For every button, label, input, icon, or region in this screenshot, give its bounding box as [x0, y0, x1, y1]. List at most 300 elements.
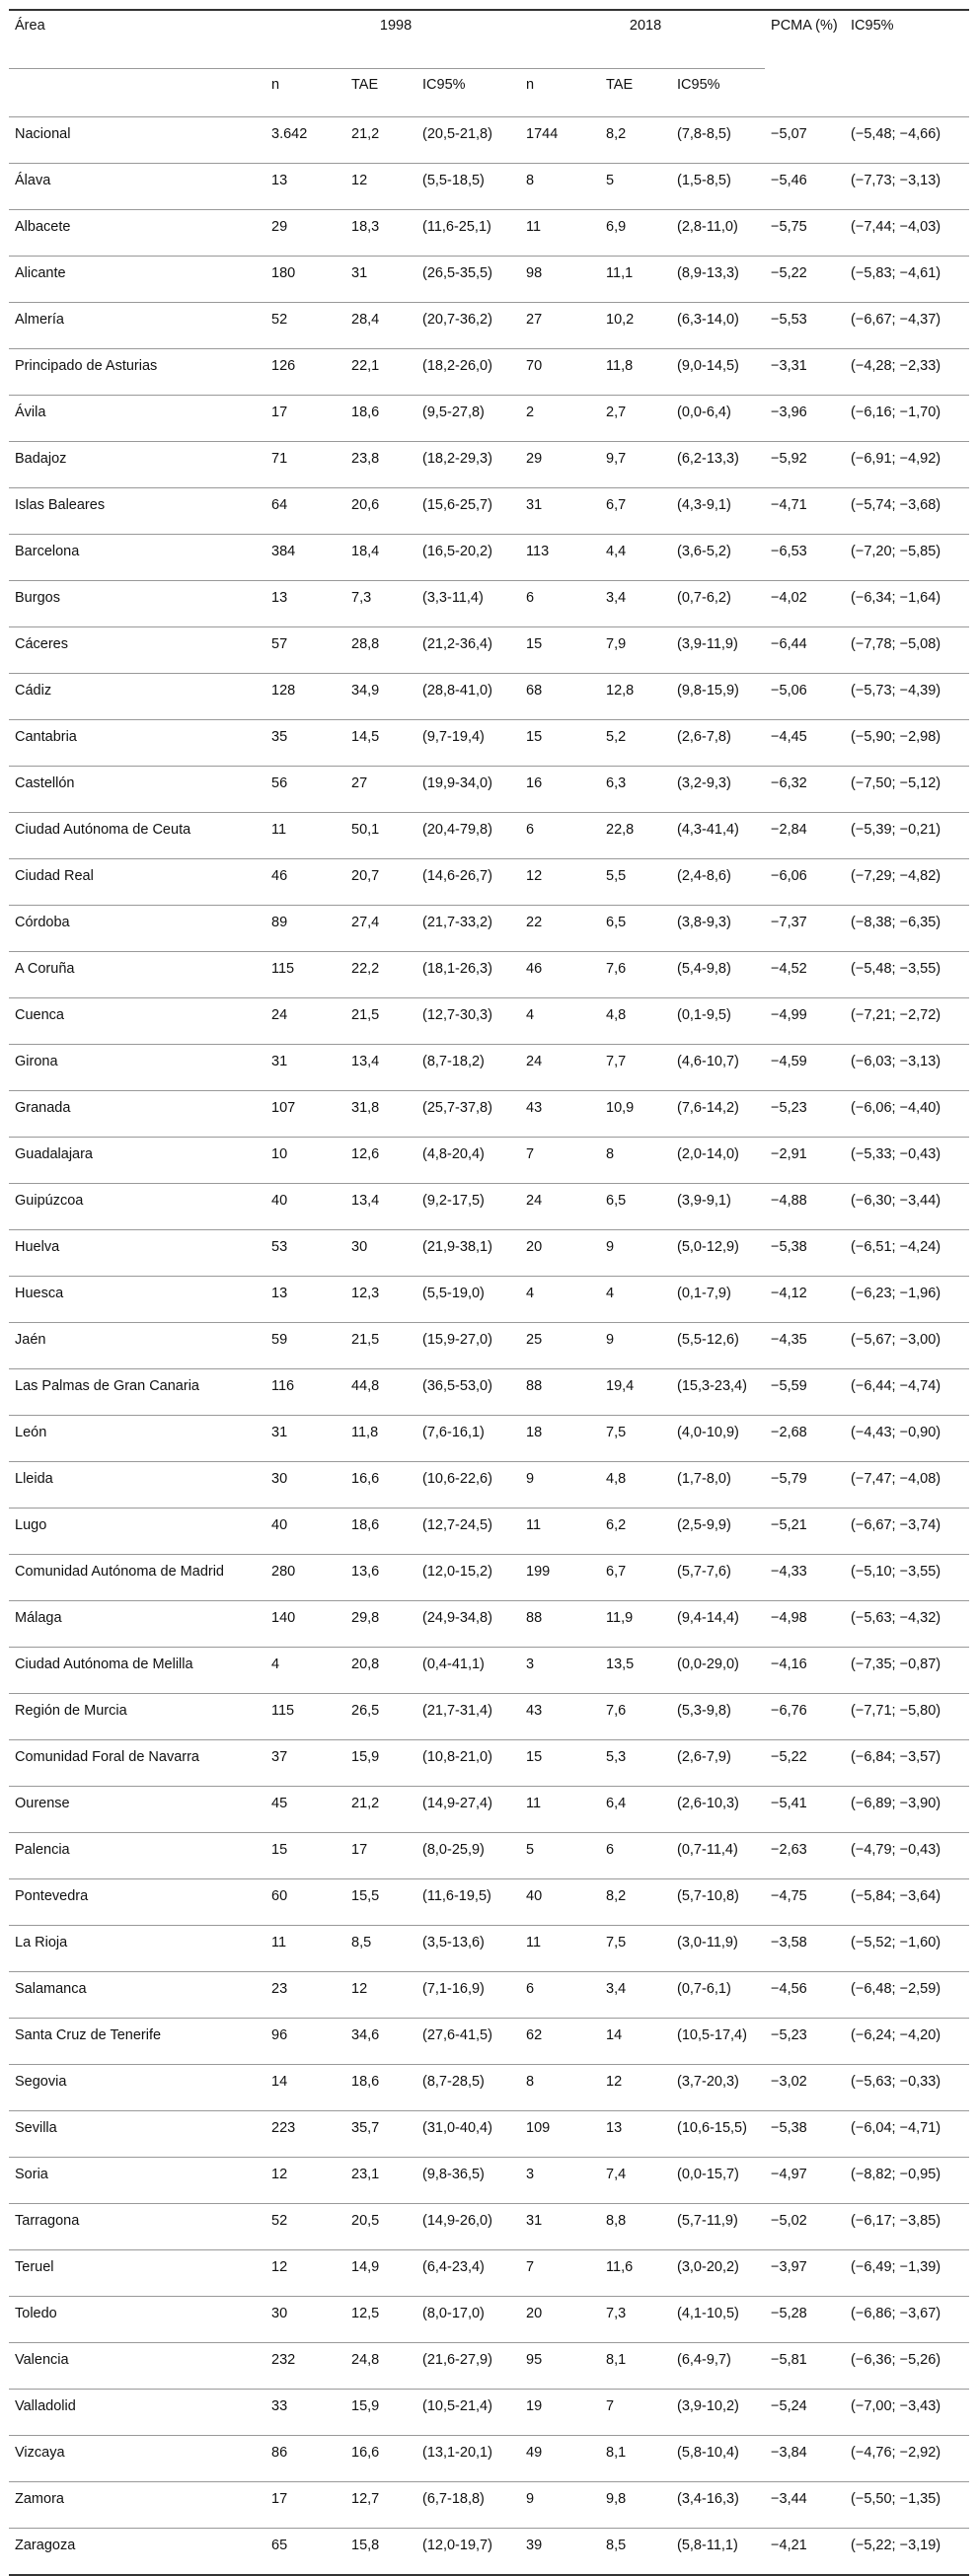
cell-tae-1998: 21,2	[351, 1796, 380, 1811]
cell-tae-2018: 8,8	[606, 2213, 627, 2229]
cell-ic95-1998: (10,5-21,4)	[422, 2398, 492, 2414]
table-row	[9, 164, 969, 210]
table-row	[9, 2482, 969, 2529]
cell-pcma: −4,99	[771, 1007, 807, 1023]
cell-ic95-2018: (0,1-9,5)	[677, 1007, 731, 1023]
cell-ic95-1998: (8,7-28,5)	[422, 2074, 485, 2090]
cell-tae-1998: 34,9	[351, 683, 380, 699]
cell-n-2018: 20	[526, 1239, 543, 1255]
cell-n-1998: 17	[271, 2491, 288, 2507]
cell-n-1998: 14	[271, 2074, 288, 2090]
cell-tae-1998: 18,6	[351, 405, 380, 420]
cell-ic95-2018: (5,8-11,1)	[677, 2538, 738, 2553]
table-row	[9, 1879, 969, 1926]
cell-ic95-2018: (5,5-12,6)	[677, 1332, 739, 1348]
header-area: Área	[15, 18, 45, 34]
cell-pcma-ic95: (−6,67; −3,74)	[851, 1517, 941, 1533]
cell-ic95-2018: (10,6-15,5)	[677, 2120, 747, 2136]
cell-tae-2018: 14	[606, 2027, 623, 2043]
cell-ic95-2018: (2,8-11,0)	[677, 219, 738, 235]
table-header	[9, 10, 969, 117]
table-row	[9, 627, 969, 674]
subheader-tae-2018: TAE	[606, 77, 634, 93]
table-row	[9, 1648, 969, 1694]
table-row	[9, 535, 969, 581]
table-row	[9, 257, 969, 303]
cell-area: Castellón	[15, 775, 75, 791]
cell-pcma: −3,97	[771, 2259, 807, 2275]
cell-area: Soria	[15, 2167, 48, 2182]
cell-area: Huelva	[15, 1239, 60, 1255]
table-row	[9, 1555, 969, 1601]
cell-tae-2018: 13	[606, 2120, 623, 2136]
cell-n-1998: 12	[271, 2259, 288, 2275]
cell-pcma-ic95: (−6,91; −4,92)	[851, 451, 941, 467]
cell-pcma-ic95: (−7,44; −4,03)	[851, 219, 941, 235]
cell-pcma: −3,58	[771, 1935, 807, 1950]
cell-ic95-1998: (28,8-41,0)	[422, 683, 492, 699]
table-row	[9, 767, 969, 813]
cell-tae-1998: 31	[351, 265, 368, 281]
cell-n-1998: 107	[271, 1100, 296, 1116]
cell-n-2018: 6	[526, 590, 535, 606]
cell-area: Cáceres	[15, 636, 68, 652]
table-row	[9, 581, 969, 627]
cell-pcma: −4,16	[771, 1656, 807, 1672]
cell-pcma-ic95: (−5,39; −0,21)	[851, 822, 941, 838]
cell-pcma-ic95: (−6,89; −3,90)	[851, 1796, 941, 1811]
cell-ic95-1998: (8,0-17,0)	[422, 2306, 485, 2321]
cell-pcma: −4,33	[771, 1564, 807, 1580]
cell-tae-1998: 34,6	[351, 2027, 380, 2043]
cell-n-2018: 9	[526, 1471, 535, 1487]
cell-tae-1998: 13,6	[351, 1564, 380, 1580]
cell-pcma: −3,44	[771, 2491, 807, 2507]
cell-pcma-ic95: (−5,33; −0,43)	[851, 1146, 941, 1162]
cell-ic95-2018: (15,3-23,4)	[677, 1378, 747, 1394]
cell-ic95-1998: (11,6-19,5)	[422, 1888, 491, 1904]
cell-tae-2018: 10,9	[606, 1100, 635, 1116]
cell-n-2018: 11	[526, 1517, 542, 1533]
cell-n-2018: 8	[526, 173, 535, 188]
cell-ic95-1998: (20,4-79,8)	[422, 822, 492, 838]
cell-pcma-ic95: (−6,36; −5,26)	[851, 2352, 941, 2368]
cell-n-2018: 3	[526, 2167, 535, 2182]
table-row	[9, 1462, 969, 1509]
cell-n-2018: 11	[526, 1796, 542, 1811]
cell-tae-2018: 6,4	[606, 1796, 627, 1811]
cell-tae-1998: 29,8	[351, 1610, 380, 1626]
cell-n-1998: 17	[271, 405, 288, 420]
cell-ic95-1998: (21,7-31,4)	[422, 1703, 492, 1719]
cell-tae-2018: 7,6	[606, 1703, 627, 1719]
cell-pcma-ic95: (−7,29; −4,82)	[851, 868, 941, 884]
cell-pcma-ic95: (−6,17; −3,85)	[851, 2213, 941, 2229]
cell-area: Álava	[15, 173, 51, 188]
cell-ic95-2018: (7,8-8,5)	[677, 126, 731, 142]
cell-tae-1998: 23,1	[351, 2167, 380, 2182]
cell-area: Toledo	[15, 2306, 57, 2321]
cell-tae-2018: 7,7	[606, 1054, 627, 1069]
cell-ic95-2018: (5,4-9,8)	[677, 961, 731, 977]
cell-ic95-2018: (8,9-13,3)	[677, 265, 739, 281]
cell-pcma: −5,46	[771, 173, 807, 188]
cell-pcma-ic95: (−5,73; −4,39)	[851, 683, 941, 699]
cell-n-1998: 64	[271, 497, 288, 513]
cell-pcma: −4,35	[771, 1332, 807, 1348]
cell-n-2018: 49	[526, 2445, 543, 2461]
data-table-container	[9, 9, 969, 2576]
cell-pcma: −5,24	[771, 2398, 807, 2414]
subheader-ic95-1998: IC95%	[422, 77, 466, 93]
cell-ic95-2018: (7,6-14,2)	[677, 1100, 739, 1116]
cell-area: Las Palmas de Gran Canaria	[15, 1378, 199, 1394]
cell-area: Región de Murcia	[15, 1703, 127, 1719]
cell-pcma: −5,38	[771, 2120, 807, 2136]
cell-ic95-2018: (3,7-20,3)	[677, 2074, 739, 2090]
cell-tae-2018: 10,2	[606, 312, 635, 328]
cell-n-2018: 40	[526, 1888, 543, 1904]
table-row	[9, 1230, 969, 1277]
cell-tae-2018: 11,1	[606, 265, 634, 281]
cell-n-1998: 4	[271, 1656, 280, 1672]
cell-pcma-ic95: (−8,38; −6,35)	[851, 915, 941, 930]
cell-ic95-1998: (15,6-25,7)	[422, 497, 492, 513]
cell-area: Zamora	[15, 2491, 64, 2507]
cell-pcma-ic95: (−7,78; −5,08)	[851, 636, 941, 652]
cell-pcma-ic95: (−7,73; −3,13)	[851, 173, 941, 188]
cell-tae-1998: 28,4	[351, 312, 380, 328]
cell-n-2018: 68	[526, 683, 543, 699]
cell-n-2018: 199	[526, 1564, 551, 1580]
cell-n-1998: 86	[271, 2445, 288, 2461]
cell-n-1998: 11	[271, 1935, 287, 1950]
cell-pcma: −5,23	[771, 2027, 807, 2043]
cell-n-2018: 43	[526, 1100, 543, 1116]
cell-ic95-1998: (21,6-27,9)	[422, 2352, 492, 2368]
cell-n-1998: 223	[271, 2120, 296, 2136]
cell-pcma: −5,22	[771, 1749, 807, 1765]
cell-pcma-ic95: (−6,34; −1,64)	[851, 590, 941, 606]
cell-tae-1998: 18,6	[351, 2074, 380, 2090]
cell-area: Badajoz	[15, 451, 67, 467]
cell-n-1998: 115	[271, 961, 295, 977]
cell-n-2018: 15	[526, 1749, 543, 1765]
cell-area: La Rioja	[15, 1935, 68, 1950]
cell-ic95-1998: (8,7-18,2)	[422, 1054, 485, 1069]
cell-pcma-ic95: (−7,47; −4,08)	[851, 1471, 941, 1487]
subheader-n-2018: n	[526, 77, 535, 93]
cell-tae-1998: 12,7	[351, 2491, 380, 2507]
cell-area: Huesca	[15, 1286, 64, 1301]
cell-pcma-ic95: (−6,06; −4,40)	[851, 1100, 941, 1116]
cell-tae-1998: 12,5	[351, 2306, 380, 2321]
cell-area: Salamanca	[15, 1981, 87, 1997]
cell-ic95-1998: (20,7-36,2)	[422, 312, 492, 328]
cell-pcma-ic95: (−6,24; −4,20)	[851, 2027, 941, 2043]
cell-tae-2018: 22,8	[606, 822, 635, 838]
cell-n-2018: 7	[526, 1146, 535, 1162]
cell-tae-2018: 5,2	[606, 729, 627, 745]
cell-n-2018: 11	[526, 219, 542, 235]
cell-pcma: −4,45	[771, 729, 807, 745]
cell-ic95-2018: (4,3-9,1)	[677, 497, 731, 513]
cell-pcma: −6,44	[771, 636, 807, 652]
cell-tae-1998: 15,8	[351, 2538, 380, 2553]
cell-n-1998: 13	[271, 590, 288, 606]
cell-ic95-1998: (11,6-25,1)	[422, 219, 491, 235]
table-row	[9, 2250, 969, 2297]
cell-tae-1998: 18,4	[351, 544, 380, 559]
cell-ic95-2018: (3,0-11,9)	[677, 1935, 738, 1950]
cell-n-2018: 5	[526, 1842, 535, 1858]
cell-pcma-ic95: (−4,79; −0,43)	[851, 1842, 941, 1858]
cell-pcma: −5,28	[771, 2306, 807, 2321]
cell-ic95-2018: (3,6-5,2)	[677, 544, 731, 559]
cell-pcma: −6,32	[771, 775, 807, 791]
cell-pcma-ic95: (−6,04; −4,71)	[851, 2120, 941, 2136]
subheader-tae-1998: TAE	[351, 77, 379, 93]
cell-tae-1998: 35,7	[351, 2120, 380, 2136]
cell-ic95-2018: (0,7-6,2)	[677, 590, 731, 606]
cell-pcma: −5,23	[771, 1100, 807, 1116]
cell-n-2018: 24	[526, 1193, 543, 1209]
cell-n-2018: 113	[526, 544, 550, 559]
cell-ic95-2018: (2,6-7,8)	[677, 729, 731, 745]
header-ic95: IC95%	[851, 18, 894, 34]
cell-area: Pontevedra	[15, 1888, 89, 1904]
table-row	[9, 813, 969, 859]
cell-area: Burgos	[15, 590, 60, 606]
cell-tae-1998: 12,6	[351, 1146, 380, 1162]
cell-ic95-1998: (3,3-11,4)	[422, 590, 484, 606]
cell-ic95-1998: (8,0-25,9)	[422, 1842, 485, 1858]
cell-tae-2018: 9	[606, 1239, 615, 1255]
cell-n-1998: 31	[271, 1054, 288, 1069]
table-row	[9, 2065, 969, 2111]
cell-ic95-1998: (6,4-23,4)	[422, 2259, 485, 2275]
cell-n-1998: 116	[271, 1378, 295, 1394]
cell-tae-1998: 15,5	[351, 1888, 380, 1904]
cell-ic95-2018: (4,6-10,7)	[677, 1054, 739, 1069]
cell-tae-2018: 3,4	[606, 590, 627, 606]
table-row	[9, 1833, 969, 1879]
cell-area: Cádiz	[15, 683, 52, 699]
cell-ic95-1998: (0,4-41,1)	[422, 1656, 485, 1672]
table-row	[9, 859, 969, 906]
cell-pcma-ic95: (−5,22; −3,19)	[851, 2538, 941, 2553]
table-row	[9, 1601, 969, 1648]
cell-pcma-ic95: (−7,00; −3,43)	[851, 2398, 941, 2414]
cell-tae-1998: 21,5	[351, 1332, 380, 1348]
cell-ic95-1998: (15,9-27,0)	[422, 1332, 492, 1348]
cell-tae-2018: 6,2	[606, 1517, 627, 1533]
cell-ic95-1998: (14,6-26,7)	[422, 868, 492, 884]
cell-pcma: −4,59	[771, 1054, 807, 1069]
table-row	[9, 1926, 969, 1972]
cell-n-1998: 96	[271, 2027, 288, 2043]
cell-tae-2018: 5,3	[606, 1749, 627, 1765]
cell-area: Girona	[15, 1054, 58, 1069]
cell-n-1998: 115	[271, 1703, 295, 1719]
cell-ic95-1998: (25,7-37,8)	[422, 1100, 492, 1116]
cell-area: Segovia	[15, 2074, 67, 2090]
cell-n-1998: 52	[271, 2213, 288, 2229]
cell-pcma: −5,38	[771, 1239, 807, 1255]
cell-tae-2018: 5,5	[606, 868, 627, 884]
cell-area: Vizcaya	[15, 2445, 65, 2461]
header-ic95-blank	[845, 69, 969, 117]
cell-tae-2018: 4,8	[606, 1471, 627, 1487]
cell-area: Principado de Asturias	[15, 358, 158, 374]
cell-pcma: −5,81	[771, 2352, 807, 2368]
cell-tae-2018: 8,1	[606, 2352, 627, 2368]
cell-n-2018: 3	[526, 1656, 535, 1672]
table-row	[9, 117, 969, 164]
cell-tae-1998: 26,5	[351, 1703, 380, 1719]
table-row	[9, 1091, 969, 1138]
cell-tae-2018: 9	[606, 1332, 615, 1348]
cell-pcma-ic95: (−7,20; −5,85)	[851, 544, 941, 559]
table-row	[9, 1694, 969, 1740]
cell-n-2018: 31	[526, 2213, 543, 2229]
cell-ic95-2018: (3,8-9,3)	[677, 915, 731, 930]
cell-ic95-2018: (3,2-9,3)	[677, 775, 731, 791]
cell-area: Santa Cruz de Tenerife	[15, 2027, 162, 2043]
cell-n-1998: 45	[271, 1796, 288, 1811]
table-row	[9, 1277, 969, 1323]
cell-tae-2018: 11,6	[606, 2259, 634, 2275]
cell-tae-1998: 14,9	[351, 2259, 380, 2275]
table-row	[9, 952, 969, 998]
cell-ic95-1998: (9,7-19,4)	[422, 729, 485, 745]
cell-ic95-1998: (21,7-33,2)	[422, 915, 492, 930]
cell-pcma: −4,56	[771, 1981, 807, 1997]
cell-n-2018: 46	[526, 961, 543, 977]
cell-ic95-2018: (3,0-20,2)	[677, 2259, 739, 2275]
cell-area: Jaén	[15, 1332, 46, 1348]
cell-n-2018: 88	[526, 1378, 543, 1394]
cell-n-1998: 13	[271, 1286, 288, 1301]
cell-ic95-1998: (13,1-20,1)	[422, 2445, 492, 2461]
cell-area: Ávila	[15, 405, 46, 420]
cell-pcma-ic95: (−5,83; −4,61)	[851, 265, 941, 281]
cell-pcma-ic95: (−4,28; −2,33)	[851, 358, 941, 374]
cell-n-1998: 59	[271, 1332, 288, 1348]
cell-area: Albacete	[15, 219, 71, 235]
cell-n-2018: 27	[526, 312, 543, 328]
cell-pcma: −5,59	[771, 1378, 807, 1394]
cell-tae-2018: 7,9	[606, 636, 627, 652]
cell-area: Barcelona	[15, 544, 80, 559]
cell-ic95-2018: (4,1-10,5)	[677, 2306, 739, 2321]
table-row	[9, 2111, 969, 2158]
cell-pcma-ic95: (−6,51; −4,24)	[851, 1239, 941, 1255]
cell-pcma-ic95: (−6,86; −3,67)	[851, 2306, 941, 2321]
cell-tae-2018: 7,5	[606, 1425, 627, 1440]
cell-pcma: −5,75	[771, 219, 807, 235]
cell-tae-2018: 11,8	[606, 358, 634, 374]
cell-ic95-2018: (9,0-14,5)	[677, 358, 739, 374]
cell-tae-1998: 44,8	[351, 1378, 380, 1394]
cell-pcma: −7,37	[771, 915, 807, 930]
cell-ic95-1998: (20,5-21,8)	[422, 126, 492, 142]
cell-ic95-2018: (6,2-13,3)	[677, 451, 739, 467]
table-row	[9, 2204, 969, 2250]
cell-ic95-1998: (27,6-41,5)	[422, 2027, 492, 2043]
cell-pcma-ic95: (−5,10; −3,55)	[851, 1564, 941, 1580]
table-row	[9, 1138, 969, 1184]
cell-n-1998: 10	[271, 1146, 288, 1162]
cell-tae-2018: 4,4	[606, 544, 627, 559]
cell-area: Cuenca	[15, 1007, 64, 1023]
cell-ic95-1998: (3,5-13,6)	[422, 1935, 485, 1950]
cell-pcma: −3,84	[771, 2445, 807, 2461]
cell-ic95-1998: (7,6-16,1)	[422, 1425, 485, 1440]
cell-n-1998: 53	[271, 1239, 288, 1255]
cell-pcma-ic95: (−6,48; −2,59)	[851, 1981, 941, 1997]
cell-ic95-1998: (5,5-19,0)	[422, 1286, 485, 1301]
cell-ic95-1998: (12,7-24,5)	[422, 1517, 492, 1533]
cell-pcma: −5,06	[771, 683, 807, 699]
cell-tae-1998: 18,3	[351, 219, 380, 235]
cell-n-2018: 4	[526, 1007, 535, 1023]
cell-pcma: −5,79	[771, 1471, 807, 1487]
table-row	[9, 1509, 969, 1555]
cell-area: Comunidad Autónoma de Madrid	[15, 1564, 224, 1580]
cell-ic95-1998: (12,0-15,2)	[422, 1564, 492, 1580]
header-year-1998: 1998	[379, 18, 413, 34]
cell-area: Lleida	[15, 1471, 53, 1487]
table-row	[9, 1045, 969, 1091]
cell-ic95-1998: (36,5-53,0)	[422, 1378, 492, 1394]
cell-ic95-1998: (9,8-36,5)	[422, 2167, 485, 2182]
cell-area: Granada	[15, 1100, 71, 1116]
header-year-2018: 2018	[629, 18, 662, 34]
table-row	[9, 488, 969, 535]
cell-pcma: −5,41	[771, 1796, 807, 1811]
table-row	[9, 2158, 969, 2204]
cell-tae-1998: 28,8	[351, 636, 380, 652]
cell-n-1998: 126	[271, 358, 296, 374]
cell-n-2018: 6	[526, 822, 535, 838]
cell-ic95-2018: (2,0-14,0)	[677, 1146, 739, 1162]
cell-n-1998: 60	[271, 1888, 288, 1904]
cell-ic95-2018: (9,8-15,9)	[677, 683, 739, 699]
cell-n-2018: 2	[526, 405, 535, 420]
cell-ic95-1998: (4,8-20,4)	[422, 1146, 485, 1162]
cell-pcma-ic95: (−6,49; −1,39)	[851, 2259, 941, 2275]
cell-ic95-2018: (5,3-9,8)	[677, 1703, 731, 1719]
cell-area: Alicante	[15, 265, 66, 281]
cell-ic95-1998: (19,9-34,0)	[422, 775, 492, 791]
table-row	[9, 720, 969, 767]
cell-ic95-2018: (2,6-10,3)	[677, 1796, 739, 1811]
cell-n-2018: 12	[526, 868, 543, 884]
cell-n-1998: 30	[271, 1471, 288, 1487]
cell-tae-2018: 6,7	[606, 1564, 627, 1580]
cell-n-1998: 232	[271, 2352, 296, 2368]
table-row	[9, 906, 969, 952]
cell-ic95-1998: (6,7-18,8)	[422, 2491, 485, 2507]
cell-n-2018: 39	[526, 2538, 543, 2553]
table-row	[9, 2019, 969, 2065]
table-row	[9, 1740, 969, 1787]
cell-pcma: −2,63	[771, 1842, 807, 1858]
table-row	[9, 1323, 969, 1369]
cell-ic95-2018: (1,5-8,5)	[677, 173, 731, 188]
cell-tae-2018: 19,4	[606, 1378, 635, 1394]
